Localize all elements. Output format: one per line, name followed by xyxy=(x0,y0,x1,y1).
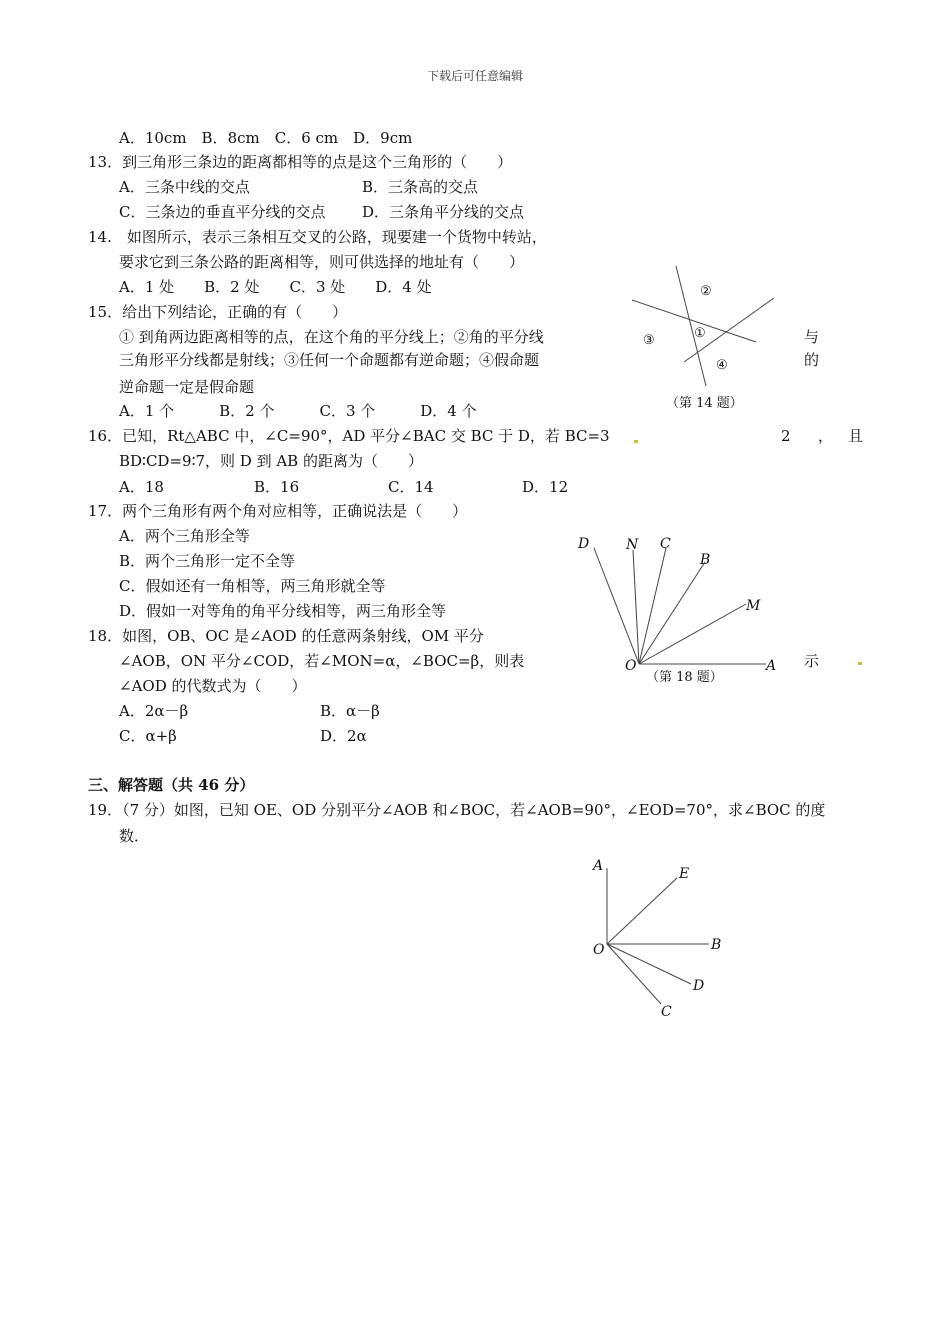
q15-line1-tail: 与 xyxy=(804,328,820,346)
q18-option-b: B．α－β xyxy=(320,702,380,720)
ray-OC xyxy=(639,548,666,664)
q18-caption: （第 18 题） xyxy=(646,670,723,685)
q17-option-a: A．两个三角形全等 xyxy=(119,527,250,545)
point-label-C: C xyxy=(661,1004,672,1020)
ray-OD xyxy=(594,548,639,664)
point-label-O: O xyxy=(593,942,605,958)
q13-option-b: B．三条高的交点 xyxy=(362,178,479,196)
q17-stem: 17．两个三角形有两个角对应相等，正确说法是（ ） xyxy=(88,502,468,520)
q18-option-c: C．α+β xyxy=(119,727,177,745)
q12-options: A．10cm B．8cm C．6 cm D．9cm xyxy=(119,129,413,147)
ray-OM xyxy=(639,604,746,664)
q14-stem-line1: 14. 如图所示，表示三条相互交叉的公路，现要建一个货物中转站， xyxy=(88,228,547,246)
q17-option-d: D．假如一对等角的角平分线相等，两三角形全等 xyxy=(119,602,447,620)
page-header: 下载后可任意编辑 xyxy=(427,69,524,83)
q16-line2: BD∶CD=9∶7，则 D 到 AB 的距离为（ ） xyxy=(119,452,423,470)
q14-options: A．1 处 B．2 处 C．3 处 D．4 处 xyxy=(119,278,432,296)
q14-caption: （第 14 题） xyxy=(666,396,743,411)
region-label-2: ② xyxy=(700,284,712,299)
region-label-1: ① xyxy=(694,326,706,341)
point-label-A: A xyxy=(766,658,777,674)
q16-line1-tail-a: 2 xyxy=(781,427,791,445)
ray-ON xyxy=(633,550,639,664)
ray-OE xyxy=(607,878,677,944)
q18-option-a: A．2α－β xyxy=(119,702,189,720)
q19-figure xyxy=(585,850,745,1030)
q15-line2: 三角形平分线都是射线；③任何一个命题都有逆命题；④假命题 xyxy=(119,351,540,369)
q17-option-c: C．假如还有一角相等，两三角形就全等 xyxy=(119,577,386,595)
q17-option-b: B．两个三角形一定不全等 xyxy=(119,552,296,570)
q15-line2-tail: 的 xyxy=(804,351,820,369)
q14-stem-line2: 要求它到三条公路的距离相等，则可供选择的地址有（ ） xyxy=(119,253,525,271)
point-label-A: A xyxy=(593,858,604,874)
q18-option-d: D．2α xyxy=(320,727,367,745)
q13-stem: 13．到三角形三条边的距离都相等的点是这个三角形的（ ） xyxy=(88,153,513,171)
ray-OC xyxy=(607,944,661,1004)
q19-line1: 19．（7 分）如图，已知 OE、OD 分别平分∠AOB 和∠BOC，若∠AOB=90°，∠EOD=70°，求∠BOC 的度 xyxy=(88,801,826,819)
q16-option-c: C．14 xyxy=(388,478,434,496)
q18-line2-tail: 示 xyxy=(804,652,820,670)
point-label-D: D xyxy=(693,978,705,994)
ray-OB xyxy=(639,562,705,664)
q15-line3: 逆命题一定是假命题 xyxy=(119,378,255,396)
q13-option-c: C．三条边的垂直平分线的交点 xyxy=(119,203,326,221)
point-label-O: O xyxy=(625,658,637,674)
point-label-B: B xyxy=(711,937,722,953)
q15-stem: 15．给出下列结论，正确的有（ ） xyxy=(88,303,348,321)
q19-line2: 数． xyxy=(119,827,150,845)
q18-line2: ∠AOB，ON 平分∠COD，若∠MON=α，∠BOC=β，则表 xyxy=(119,652,525,670)
q18-line3: ∠AOD 的代数式为（ ） xyxy=(119,677,307,695)
q18-line1: 18．如图，OB、OC 是∠AOD 的任意两条射线，OM 平分 xyxy=(88,627,484,645)
ray-OD xyxy=(607,944,691,984)
q13-option-d: D．三条角平分线的交点 xyxy=(362,203,525,221)
point-label-C: C xyxy=(660,536,671,552)
q16-line1-tail-c: 且 xyxy=(848,427,864,445)
q15-options: A．1 个 B．2 个 C．3 个 D．4 个 xyxy=(119,402,477,420)
q16-option-b: B．16 xyxy=(254,478,300,496)
q15-line1: ① 到角两边距离相等的点，在这个角的平分线上；②角的平分线 xyxy=(119,328,544,346)
q16-line1-tail-b: ， xyxy=(818,427,834,445)
point-label-N: N xyxy=(626,537,639,553)
q16-option-d: D．12 xyxy=(522,478,569,496)
q14-figure xyxy=(630,262,800,412)
q16-line1: 16．已知，Rt△ABC 中，∠C=90°，AD 平分∠BAC 交 BC 于 D，若 BC=3 xyxy=(88,427,610,445)
edit-mark xyxy=(634,440,638,443)
point-label-M: M xyxy=(746,598,761,614)
point-label-B: B xyxy=(700,552,711,568)
q18-figure xyxy=(570,530,790,690)
region-label-4: ④ xyxy=(716,358,728,373)
q16-option-a: A．18 xyxy=(119,478,164,496)
point-label-D: D xyxy=(578,536,590,552)
q13-option-a: A．三条中线的交点 xyxy=(119,178,250,196)
edit-mark xyxy=(858,662,862,665)
point-label-E: E xyxy=(679,866,690,882)
section-heading: 三、解答题（共 46 分） xyxy=(88,776,255,794)
region-label-3: ③ xyxy=(643,333,655,348)
